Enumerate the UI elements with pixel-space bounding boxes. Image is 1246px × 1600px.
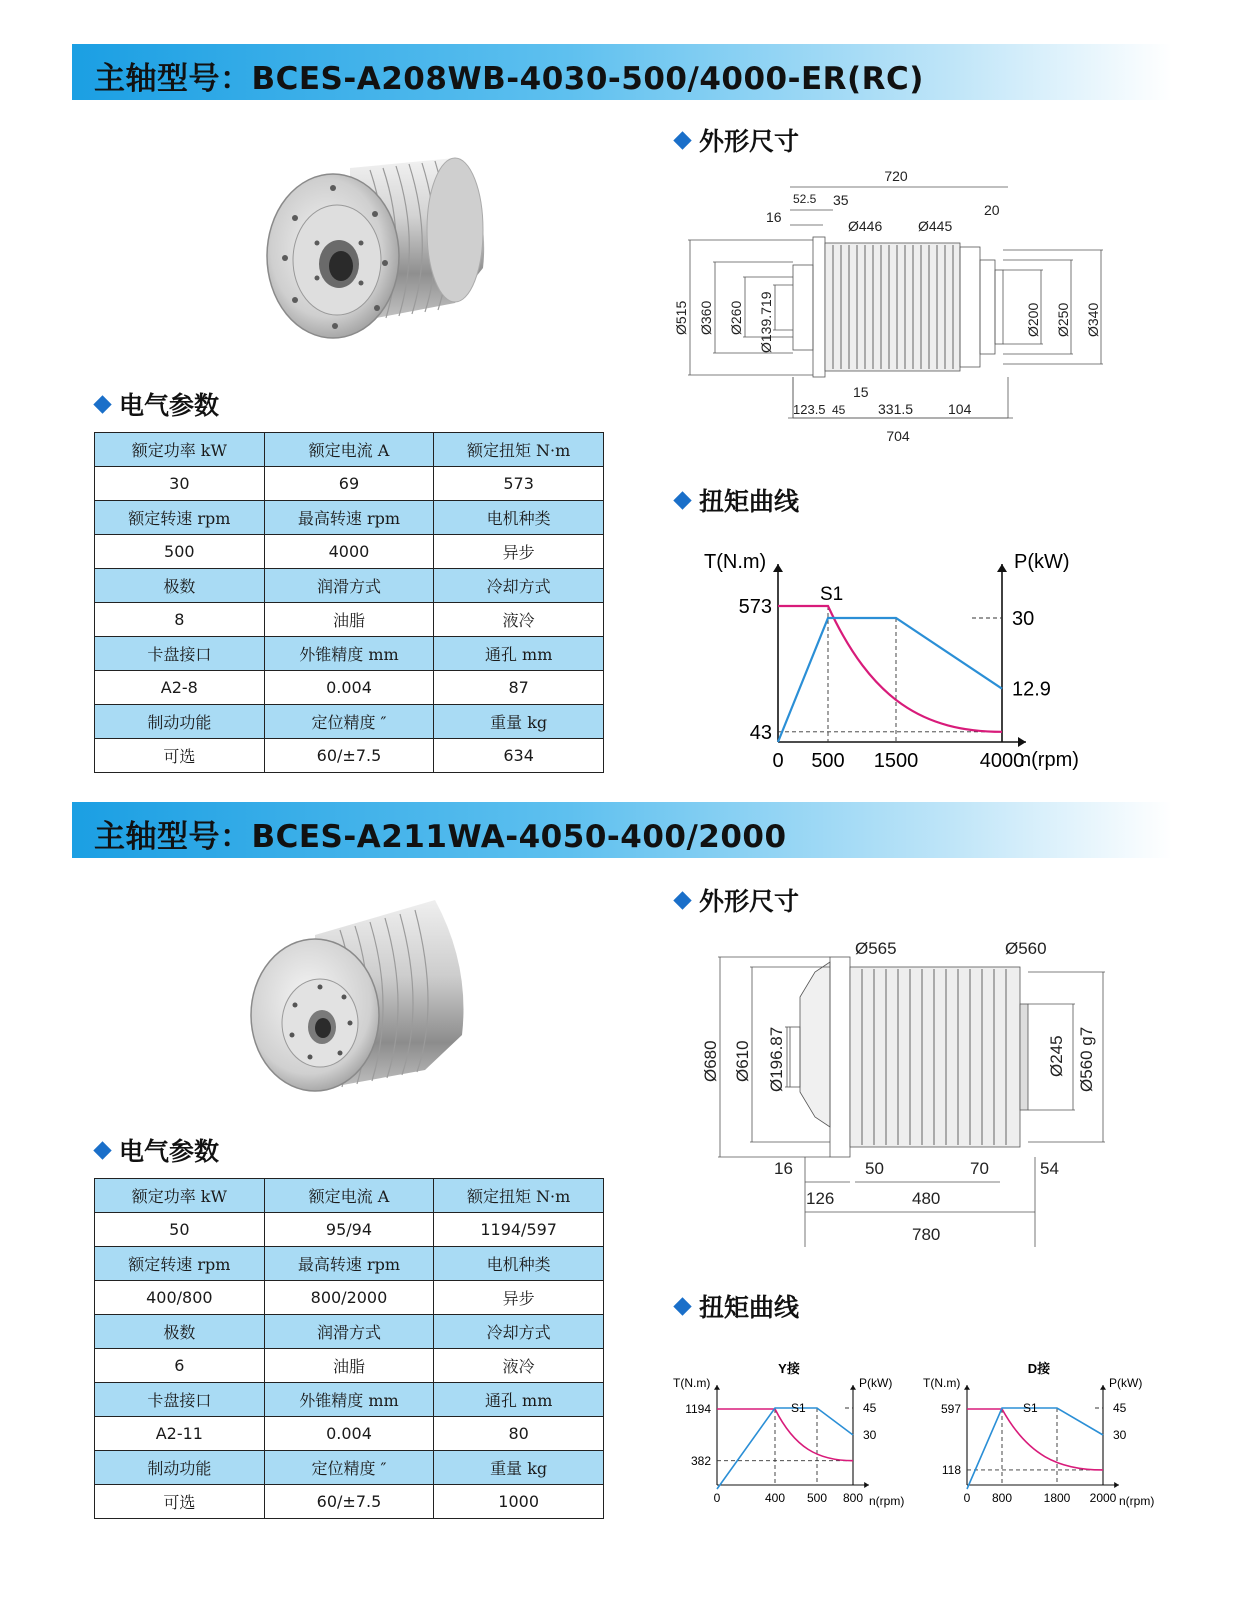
- section2-banner: [72, 802, 1172, 858]
- torque-chart-d: [915, 1355, 1165, 1515]
- torque-heading-2: 扭矩曲线: [676, 1288, 799, 1324]
- power-series-line: [717, 1408, 853, 1489]
- dim-50: 50: [865, 1159, 884, 1178]
- dim-560g7: Ø560 g7: [1077, 1026, 1096, 1092]
- dim-780: 780: [912, 1225, 941, 1244]
- table-row: 8 油脂 液冷: [95, 603, 604, 637]
- dim-720: 720: [884, 168, 908, 184]
- x-axis-arrow-icon: [1018, 737, 1026, 747]
- x-tick-label: 400: [764, 1491, 786, 1505]
- dim-52-5: 52.5: [793, 192, 817, 206]
- dim-35: 35: [833, 192, 849, 208]
- table-row: 额定功率 kW 额定电流 A 额定扭矩 N·m: [95, 1179, 604, 1213]
- dim-45: 45: [832, 403, 846, 417]
- table-row: 极数 润滑方式 冷却方式: [95, 1315, 604, 1349]
- table-row: 卡盘接口 外锥精度 mm 通孔 mm: [95, 1383, 604, 1417]
- y2-axis-label: P(kW): [1109, 1376, 1143, 1390]
- dim-196: Ø196.87: [767, 1026, 786, 1092]
- y-axis-arrow-icon: [773, 564, 783, 572]
- dim-20: 20: [984, 202, 1000, 218]
- y2-tick-label: 45: [863, 1401, 877, 1416]
- dim-704: 704: [886, 428, 910, 444]
- x-tick-label: 800: [842, 1491, 864, 1505]
- x-axis-label: n(rpm): [1119, 1494, 1155, 1508]
- y2-tick-label: 30: [1113, 1428, 1127, 1443]
- dim-16: 16: [774, 1159, 793, 1178]
- section1-title: 主轴型号：BCES-A208WB-4030-500/4000-ER(RC): [94, 61, 924, 97]
- spindle-image-1: [255, 148, 495, 358]
- elec-heading-1: 电气参数: [96, 386, 219, 422]
- table-row: 额定转速 rpm 最高转速 rpm 电机种类: [95, 1247, 604, 1281]
- chart-title: D接: [1027, 1361, 1051, 1376]
- chart-title: Y接: [778, 1361, 800, 1376]
- y2-tick-label: 45: [1113, 1401, 1127, 1416]
- dim-245: Ø245: [1047, 1035, 1066, 1077]
- table-row: 制动功能 定位精度 ″ 重量 kg: [95, 1451, 604, 1485]
- torque-heading-1: 扭矩曲线: [676, 482, 799, 518]
- diamond-bullet-icon: [673, 1297, 691, 1315]
- s1-annotation: S1: [791, 1401, 806, 1415]
- y2-tick-label: 30: [1012, 608, 1035, 630]
- dim-260: Ø260: [728, 300, 744, 335]
- x-tick-label: 0: [772, 750, 784, 772]
- dim-480: 480: [912, 1189, 941, 1208]
- x-tick-label: 0: [713, 1491, 721, 1505]
- dim-680: Ø680: [701, 1040, 720, 1082]
- dim-565: Ø565: [855, 939, 897, 958]
- dim-515: Ø515: [673, 300, 689, 335]
- params-table-2: [94, 1178, 604, 1519]
- dim-200: Ø200: [1025, 302, 1041, 337]
- s1-annotation: S1: [1023, 1401, 1038, 1415]
- spindle-image-2: [240, 895, 480, 1115]
- table-row: 50 95/94 1194/597: [95, 1213, 604, 1247]
- x-axis-label: n(rpm): [1020, 749, 1079, 771]
- dim-560: Ø560: [1005, 939, 1047, 958]
- table-row: A2-8 0.004 87: [95, 671, 604, 705]
- y-tick-label: 118: [941, 1463, 961, 1478]
- table-row: A2-11 0.004 80: [95, 1417, 604, 1451]
- dim-70: 70: [970, 1159, 989, 1178]
- table-row: 卡盘接口 外锥精度 mm 通孔 mm: [95, 637, 604, 671]
- table-row: 6 油脂 液冷: [95, 1349, 604, 1383]
- table-row: 可选 60/±7.5 1000: [95, 1485, 604, 1519]
- y2-axis-label: P(kW): [859, 1376, 893, 1390]
- y-axis-label: T(N.m): [704, 551, 767, 573]
- x-tick-label: 1500: [873, 750, 919, 772]
- dim-250: Ø250: [1055, 302, 1071, 337]
- dim-340: Ø340: [1085, 302, 1101, 337]
- y-axis-label: T(N.m): [923, 1376, 961, 1390]
- x-tick-label: 500: [811, 750, 845, 772]
- elec-heading-2: 电气参数: [96, 1132, 219, 1168]
- dim-123: 123.5: [793, 402, 826, 417]
- dim-104: 104: [948, 401, 972, 417]
- table-row: 制动功能 定位精度 ″ 重量 kg: [95, 705, 604, 739]
- dim-445: Ø445: [918, 218, 953, 234]
- x-axis-arrow-icon: [1114, 1482, 1119, 1488]
- torque-series-line: [778, 606, 1002, 732]
- y2-axis-arrow-icon: [850, 1385, 856, 1390]
- dim-360: Ø360: [698, 300, 714, 335]
- y-tick-label: 597: [940, 1402, 961, 1417]
- x-tick-label: 500: [806, 1491, 828, 1505]
- s1-annotation: S1: [820, 584, 844, 605]
- torque-chart-y: [665, 1355, 915, 1515]
- table-row: 400/800 800/2000 异步: [95, 1281, 604, 1315]
- table-row: 额定转速 rpm 最高转速 rpm 电机种类: [95, 501, 604, 535]
- dimension-drawing-2: [690, 932, 1120, 1252]
- x-tick-label: 4000: [979, 750, 1025, 772]
- diamond-bullet-icon: [673, 891, 691, 909]
- y2-tick-label: 30: [863, 1428, 877, 1443]
- y-tick-label: 382: [690, 1453, 711, 1468]
- x-axis-label: n(rpm): [869, 1494, 905, 1508]
- torque-series-line: [967, 1409, 1103, 1470]
- x-tick-label: 800: [991, 1491, 1013, 1505]
- y-tick-label: 43: [749, 721, 772, 744]
- x-tick-label: 0: [963, 1491, 971, 1505]
- y2-axis-label: P(kW): [1014, 551, 1070, 573]
- section2-title: 主轴型号：BCES-A211WA-4050-400/2000: [94, 819, 787, 855]
- power-series-line: [967, 1408, 1103, 1489]
- y2-axis-arrow-icon: [997, 564, 1007, 572]
- section1-banner: [72, 44, 1172, 100]
- dim-heading-2: 外形尺寸: [676, 882, 799, 918]
- dim-610: Ø610: [733, 1040, 752, 1082]
- dim-139: Ø139.719: [758, 291, 774, 353]
- x-tick-label: 2000: [1089, 1491, 1117, 1505]
- power-series-line: [778, 618, 1002, 742]
- y2-tick-label: 12.9: [1012, 678, 1051, 701]
- dim-heading-1: 外形尺寸: [676, 122, 799, 158]
- dim-446: Ø446: [848, 218, 883, 234]
- x-tick-label: 1800: [1043, 1491, 1071, 1505]
- y-tick-label: 1194: [685, 1402, 711, 1417]
- diamond-bullet-icon: [673, 491, 691, 509]
- dim-15: 15: [853, 384, 869, 400]
- table-row: 可选 60/±7.5 634: [95, 739, 604, 773]
- dim-331: 331.5: [878, 401, 914, 417]
- diamond-bullet-icon: [673, 131, 691, 149]
- table-row: 额定功率 kW 额定电流 A 额定扭矩 N·m: [95, 433, 604, 467]
- y-tick-label: 573: [738, 596, 772, 618]
- diamond-bullet-icon: [93, 395, 111, 413]
- dim-54: 54: [1040, 1159, 1059, 1178]
- torque-chart-1: [700, 540, 1100, 780]
- y-axis-arrow-icon: [964, 1385, 970, 1390]
- dim-16: 16: [766, 209, 782, 225]
- y2-axis-arrow-icon: [1100, 1385, 1106, 1390]
- y-axis-label: T(N.m): [673, 1376, 711, 1390]
- table-row: 30 69 573: [95, 467, 604, 501]
- diamond-bullet-icon: [93, 1141, 111, 1159]
- torque-series-line: [717, 1409, 853, 1461]
- table-row: 极数 润滑方式 冷却方式: [95, 569, 604, 603]
- x-axis-arrow-icon: [864, 1482, 869, 1488]
- y-axis-arrow-icon: [714, 1385, 720, 1390]
- dimension-drawing-1: [668, 165, 1118, 455]
- table-row: 500 4000 异步: [95, 535, 604, 569]
- dim-126: 126: [806, 1189, 835, 1208]
- params-table-1: [94, 432, 604, 773]
